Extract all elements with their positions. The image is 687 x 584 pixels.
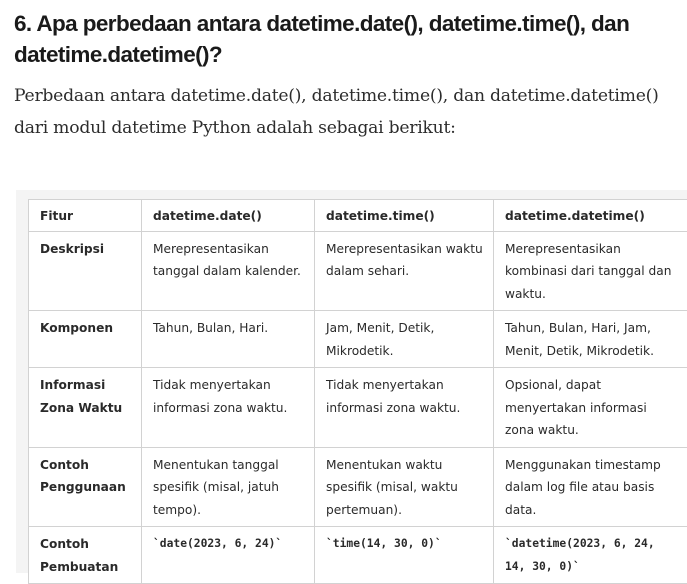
row-label: Contoh Penggunaan [29, 447, 142, 527]
header-cell: datetime.datetime() [494, 200, 687, 232]
table-row [29, 527, 687, 584]
row-label: Komponen [29, 311, 142, 368]
table-cell: Opsional, dapat menyertakan informasi zona waktu. [494, 368, 687, 448]
row-label: Deskripsi [29, 231, 142, 311]
intro-paragraph: Perbedaan antara datetime.date(), datetime.time(), dan datetime.datetime() dari modul datetime Python adalah sebagai berikut: [14, 80, 686, 144]
code-cell: `time(14, 30, 0)` [315, 527, 494, 584]
section-heading: 6. Apa perbedaan antara datetime.date(), datetime.time(), dan datetime.datetime()? [14, 8, 686, 70]
table-cell: Tahun, Bulan, Hari, Jam, Menit, Detik, Mikrodetik. [494, 311, 687, 368]
header-cell: datetime.time() [315, 200, 494, 232]
table-cell: Merepresentasikan kombinasi dari tanggal dan waktu. [494, 231, 687, 311]
table-cell: Merepresentasikan waktu dalam sehari. [315, 231, 494, 311]
table-cell: Menentukan tanggal spesifik (misal, jatuh tempo). [142, 447, 315, 527]
table-row [29, 368, 687, 448]
comparison-table-image [16, 190, 687, 573]
table-cell: Tahun, Bulan, Hari. [142, 311, 315, 368]
header-cell: datetime.date() [142, 200, 315, 232]
table-row [29, 231, 687, 311]
table-cell: Menggunakan timestamp dalam log file atau basis data. [494, 447, 687, 527]
comparison-table [28, 199, 687, 584]
table-cell: Jam, Menit, Detik, Mikrodetik. [315, 311, 494, 368]
table-cell: Merepresentasikan tanggal dalam kalender. [142, 231, 315, 311]
code-cell: `datetime(2023, 6, 24, 14, 30, 0)` [494, 527, 687, 584]
table-cell: Menentukan waktu spesifik (misal, waktu pertemuan). [315, 447, 494, 527]
row-label: Contoh Pembuatan [29, 527, 142, 584]
header-cell: Fitur [29, 200, 142, 232]
code-cell: `date(2023, 6, 24)` [142, 527, 315, 584]
table-row [29, 311, 687, 368]
table-cell: Tidak menyertakan informasi zona waktu. [142, 368, 315, 448]
table-cell: Tidak menyertakan informasi zona waktu. [315, 368, 494, 448]
table-row [29, 447, 687, 527]
row-label: Informasi Zona Waktu [29, 368, 142, 448]
table-header-row [29, 200, 687, 232]
